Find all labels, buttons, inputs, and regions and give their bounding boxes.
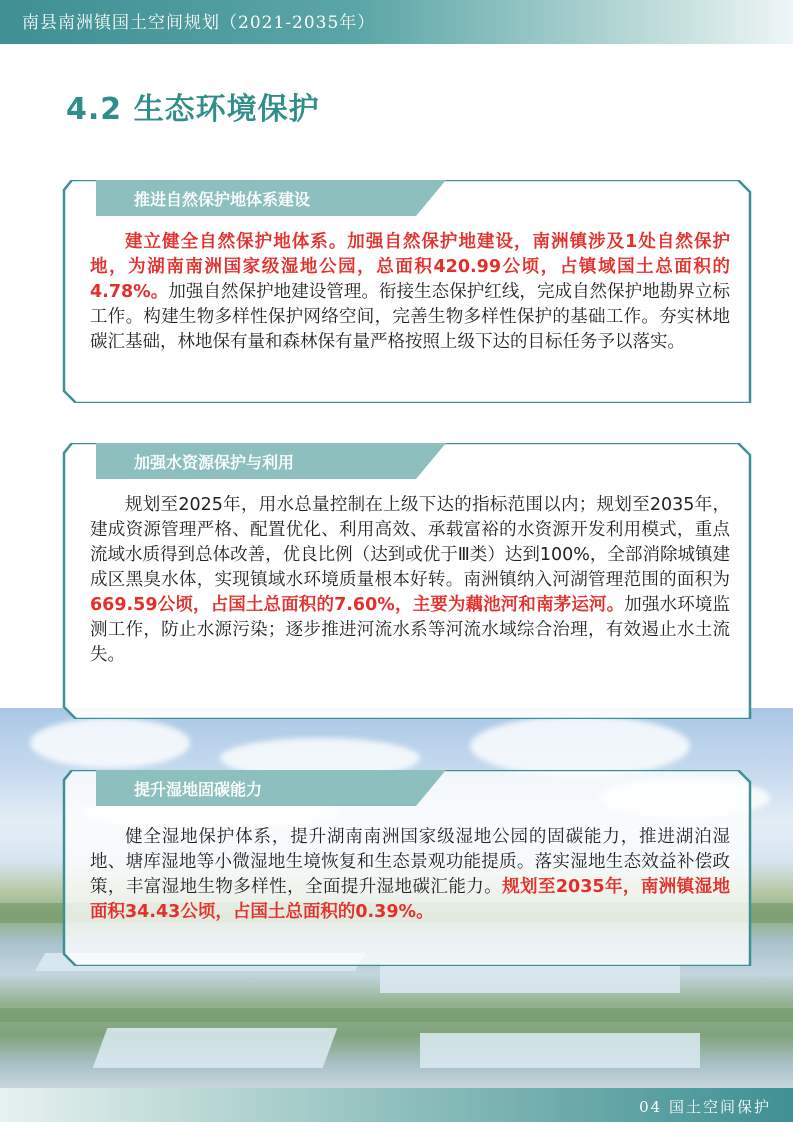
highlight-text: 669.59公顷，占国土总面积的7.60%，主要为藕池河和南茅运河。 [90, 595, 625, 615]
page-header [0, 0, 793, 44]
footer-chapter-label: 04 国土空间保护 [639, 1098, 771, 1116]
body-text: 规划至2025年，用水总量控制在上级下达的指标范围以内；规划至2035年，建成资源管理严格、配置优化、利用高效、承载富裕的水资源开发利用模式，重点流域水质得到总体改善，优良比例（达到或优于Ⅲ类）达到100%，全部消除城镇建成区黑臭水体，实现镇域水环境质量根本好转。南洲镇纳入河湖管理范围的面积为 [90, 495, 730, 590]
panel-body [90, 825, 730, 925]
panel-title: 提升湿地固碳能力 [134, 780, 263, 799]
section-heading: 4.2 生态环境保护 [66, 92, 320, 127]
panel-title: 推进自然保护地体系建设 [134, 190, 311, 209]
body-text: 加强水环境监测工作，防止水源污染；逐步推进河流水系等河流水域综合治理，有效遏止水土流失。 [90, 595, 731, 665]
panel-water-resources [62, 443, 752, 719]
highlight-text: 建立健全自然保护地体系。加强自然保护地建设，南洲镇涉及1处自然保护地，为湖南南洲国家级湿地公园，总面积420.99公顷，占镇域国土总面积的4.78%。 [90, 232, 730, 302]
highlight-text: 规划至2035年，南洲镇湿地面积34.43公顷，占国土总面积的0.39%。 [90, 877, 730, 922]
panel-body [90, 230, 730, 355]
body-text: 健全湿地保护体系，提升湖南南洲国家级湿地公园的固碳能力，推进湖泊湿地、塘库湿地等小微湿地生境恢复和生态景观功能提质。落实湿地生态效益补偿政策，丰富湿地生物多样性，全面提升湿地碳汇能力。 [90, 827, 730, 897]
page-footer [0, 1088, 793, 1122]
header-title: 南县南洲镇国土空间规划（2021-2035年） [22, 13, 376, 33]
body-text: 加强自然保护地建设管理。衔接生态保护红线，完成自然保护地勘界立标工作。构建生物多样性保护网络空间，完善生物多样性保护的基础工作。夯实林地碳汇基础，林地保有量和森林保有量严格按照上级下达的目标任务予以落实。 [90, 282, 730, 352]
panel-title: 加强水资源保护与利用 [134, 453, 295, 472]
panel-wetland-carbon [62, 770, 752, 966]
panel-body [90, 493, 730, 668]
panel-nature-reserve [62, 180, 752, 403]
